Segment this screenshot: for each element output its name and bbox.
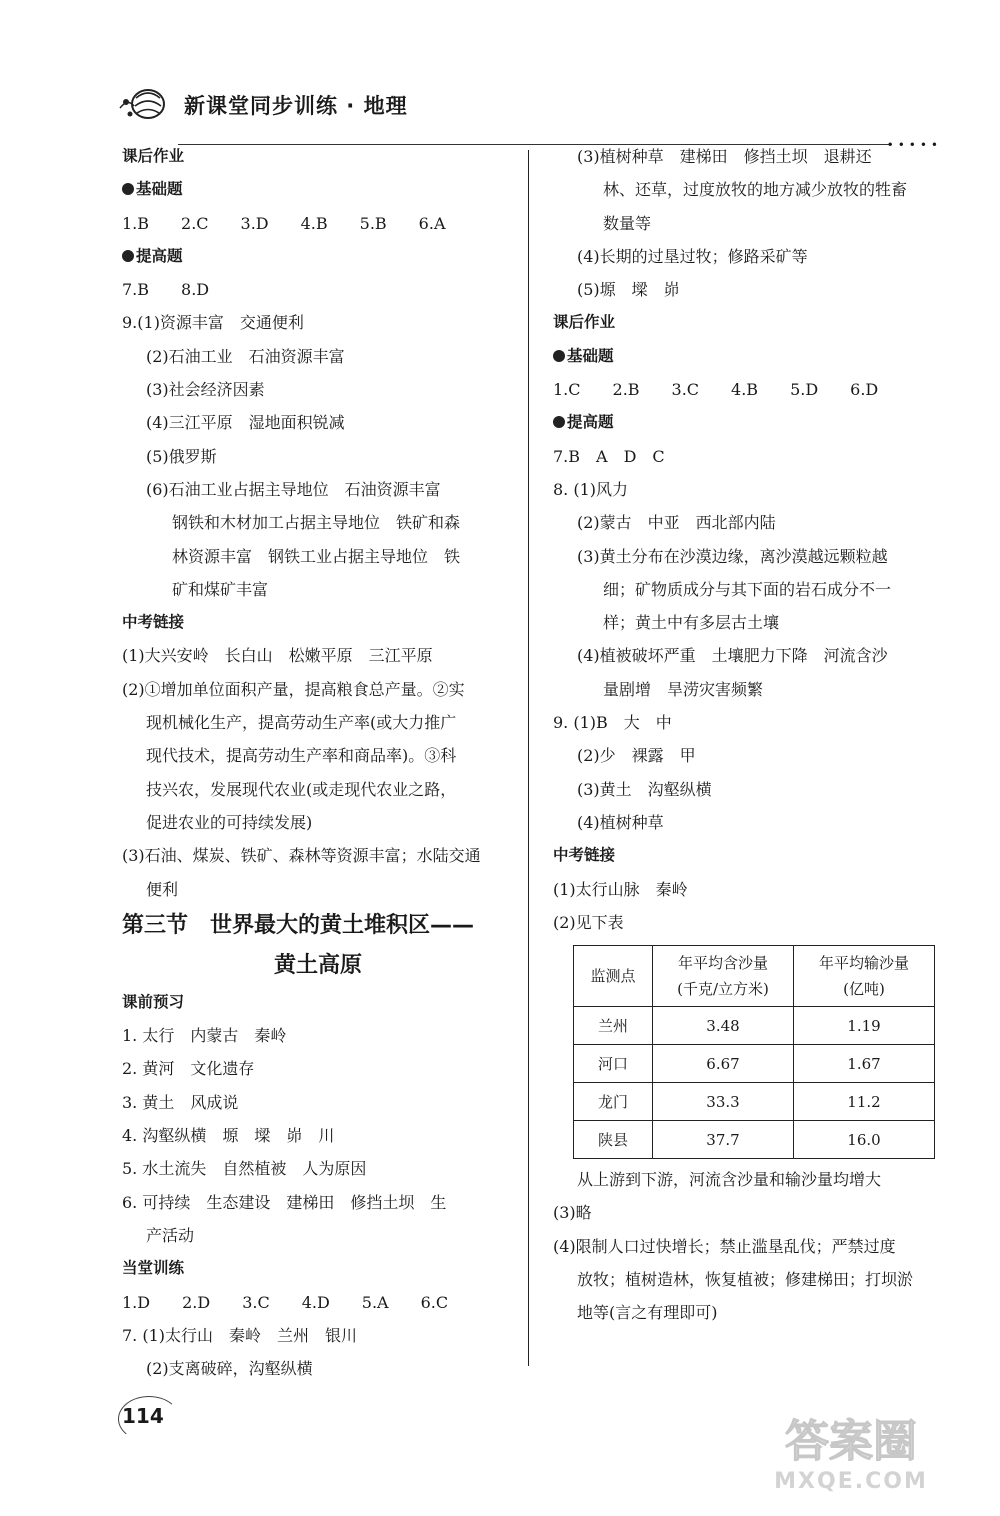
cell-transport: 11.2 <box>794 1083 935 1121</box>
exam-heading: 中考链接 <box>122 613 185 632</box>
page-header <box>118 78 948 152</box>
answer-line: 技兴农，发展现代农业(或走现代农业之路， <box>146 779 457 799</box>
answer-line: 林资源丰富 钢铁工业占据主导地位 铁 <box>172 546 461 566</box>
answer-line: 样；黄土中有多层古土壤 <box>603 613 780 633</box>
answer-line: (4)限制人口过快增长；禁止滥垦乱伐；严禁过度 <box>553 1236 896 1256</box>
cell-station: 龙门 <box>574 1083 653 1121</box>
answer-line: 7. (1)太行山 秦岭 兰州 银川 <box>122 1325 358 1345</box>
section-subtitle: 黄土高原 <box>273 952 362 978</box>
answer-line: (3)黄土 沟壑纵横 <box>577 779 712 799</box>
answer-line: 数量等 <box>603 213 652 233</box>
answer-line: 促进农业的可持续发展) <box>146 812 313 832</box>
watermark-logo <box>726 1406 976 1494</box>
header-station: 监测点 <box>574 946 653 1007</box>
cell-station: 兰州 <box>574 1007 653 1045</box>
bullet-icon <box>553 416 565 428</box>
header-title: 新课堂同步训练 · 地理 <box>184 94 408 118</box>
cell-sand: 6.67 <box>653 1045 794 1083</box>
sediment-table <box>573 945 935 1159</box>
answer-line: (3)黄土分布在沙漠边缘，离沙漠越远颗粒越 <box>577 546 888 566</box>
answer-line: 便利 <box>146 879 179 899</box>
answer-line: (2)见下表 <box>553 912 624 932</box>
section-title: 第三节 世界最大的黄土堆积区—— <box>122 912 475 938</box>
advanced-heading: 提高题 <box>122 240 514 273</box>
header-sand: 年平均含沙量 (千克/立方米) <box>653 946 794 1007</box>
table-row <box>574 1121 935 1159</box>
column-divider <box>528 150 529 1366</box>
answer-line: 放牧；植树造林，恢复植被；修建梯田；打坝淤 <box>577 1270 914 1290</box>
answer-line: 5. 水土流失 自然植被 人为原因 <box>122 1159 367 1179</box>
bullet-icon <box>122 250 134 262</box>
cell-sand: 3.48 <box>653 1007 794 1045</box>
cell-station: 陕县 <box>574 1121 653 1159</box>
basic-heading: 基础题 <box>553 340 948 373</box>
answer-line: 1. 太行 内蒙古 秦岭 <box>122 1026 287 1046</box>
cell-transport: 16.0 <box>794 1121 935 1159</box>
answer-line: (2)少 裸露 甲 <box>577 746 696 766</box>
answer-line: (3)略 <box>553 1203 592 1223</box>
basic-answers: 1.C 2.B 3.C 4.B 5.D 6.D <box>553 380 879 400</box>
answer-line: 8. (1)风力 <box>553 479 629 499</box>
right-column <box>553 140 948 1330</box>
cell-sand: 37.7 <box>653 1121 794 1159</box>
page-number: 114 <box>122 1404 164 1428</box>
answer-line: 地等(言之有理即可) <box>577 1303 718 1323</box>
answer-line: 产活动 <box>146 1225 195 1245</box>
left-column <box>122 140 514 1385</box>
answer-line: (3)社会经济因素 <box>146 380 265 400</box>
answer-line: (4)植树种草 <box>577 812 664 832</box>
answer-line: 从上游到下游，河流含沙量和输沙量均增大 <box>577 1170 882 1190</box>
watermark-url: MXQE.COM <box>774 1469 928 1494</box>
answer-line: (5)塬 墚 峁 <box>577 280 680 300</box>
answer-line: 9.(1)资源丰富 交通便利 <box>122 313 304 333</box>
answer-line: (2)蒙古 中亚 西北部内陆 <box>577 513 776 533</box>
cell-station: 河口 <box>574 1045 653 1083</box>
answer-line: 3. 黄土 风成说 <box>122 1092 239 1112</box>
answer-line: 钢铁和木材加工占据主导地位 铁矿和森 <box>172 513 461 533</box>
answer-line: 现代技术，提高劳动生产率和商品率)。③科 <box>146 746 457 766</box>
basic-heading: 基础题 <box>122 173 514 206</box>
answer-line: (2)石油工业 石油资源丰富 <box>146 346 345 366</box>
preview-heading: 课前预习 <box>122 992 185 1011</box>
answer-line: (2)支离破碎，沟壑纵横 <box>146 1359 313 1379</box>
basic-answers: 1.B 2.C 3.D 4.B 5.B 6.A <box>122 213 446 233</box>
answer-line: (3)植树种草 建梯田 修挡土坝 退耕还 <box>577 147 872 166</box>
header-dots: ••••• <box>886 138 942 152</box>
advanced-heading: 提高题 <box>553 406 948 439</box>
class-answers: 1.D 2.D 3.C 4.D 5.A 6.C <box>122 1292 449 1312</box>
homework-heading: 课后作业 <box>122 147 185 165</box>
book-logo-icon <box>118 84 170 124</box>
answer-line: (1)大兴安岭 长白山 松嫩平原 三江平原 <box>122 646 433 666</box>
answer-line: (1)太行山脉 秦岭 <box>553 879 688 899</box>
answer-line: 9. (1)B 大 中 <box>553 713 672 733</box>
cell-transport: 1.67 <box>794 1045 935 1083</box>
answer-line: 林、还草，过度放牧的地方减少放牧的牲畜 <box>603 180 908 200</box>
answer-line: (3)石油、煤炭、铁矿、森林等资源丰富；水陆交通 <box>122 846 481 866</box>
answer-line: 2. 黄河 文化遗存 <box>122 1059 255 1079</box>
answer-line: 矿和煤矿丰富 <box>172 579 269 599</box>
watermark-text: 答案圈 <box>785 1416 917 1467</box>
cell-sand: 33.3 <box>653 1083 794 1121</box>
answer-line: (5)俄罗斯 <box>146 446 217 466</box>
table-header-row <box>574 946 935 1007</box>
class-heading: 当堂训练 <box>122 1259 185 1278</box>
bullet-icon <box>553 350 565 362</box>
answer-line: 细；矿物质成分与其下面的岩石成分不一 <box>603 579 892 599</box>
answer-line: 现机械化生产，提高劳动生产率(或大力推广 <box>146 713 457 733</box>
advanced-answers: 7.B A D C <box>553 446 665 466</box>
answer-line: 量剧增 旱涝灾害频繁 <box>603 679 764 699</box>
answer-line: (2)①增加单位面积产量，提高粮食总产量。②实 <box>122 679 465 699</box>
table-row <box>574 1083 935 1121</box>
answer-line: (4)长期的过垦过牧；修路采矿等 <box>577 246 808 266</box>
answer-line: (4)三江平原 湿地面积锐减 <box>146 413 345 433</box>
answer-line: 6. 可持续 生态建设 建梯田 修挡土坝 生 <box>122 1192 447 1212</box>
answer-line: 4. 沟壑纵横 塬 墚 峁 川 <box>122 1126 335 1146</box>
cell-transport: 1.19 <box>794 1007 935 1045</box>
table-row <box>574 1045 935 1083</box>
advanced-answers: 7.B 8.D <box>122 280 210 300</box>
homework-heading: 课后作业 <box>553 313 616 332</box>
exam-heading: 中考链接 <box>553 846 616 865</box>
bullet-icon <box>122 183 134 195</box>
table-row <box>574 1007 935 1045</box>
header-transport: 年平均输沙量 (亿吨) <box>794 946 935 1007</box>
answer-line: (4)植被破坏严重 土壤肥力下降 河流含沙 <box>577 646 888 666</box>
answer-line: (6)石油工业占据主导地位 石油资源丰富 <box>146 479 441 499</box>
